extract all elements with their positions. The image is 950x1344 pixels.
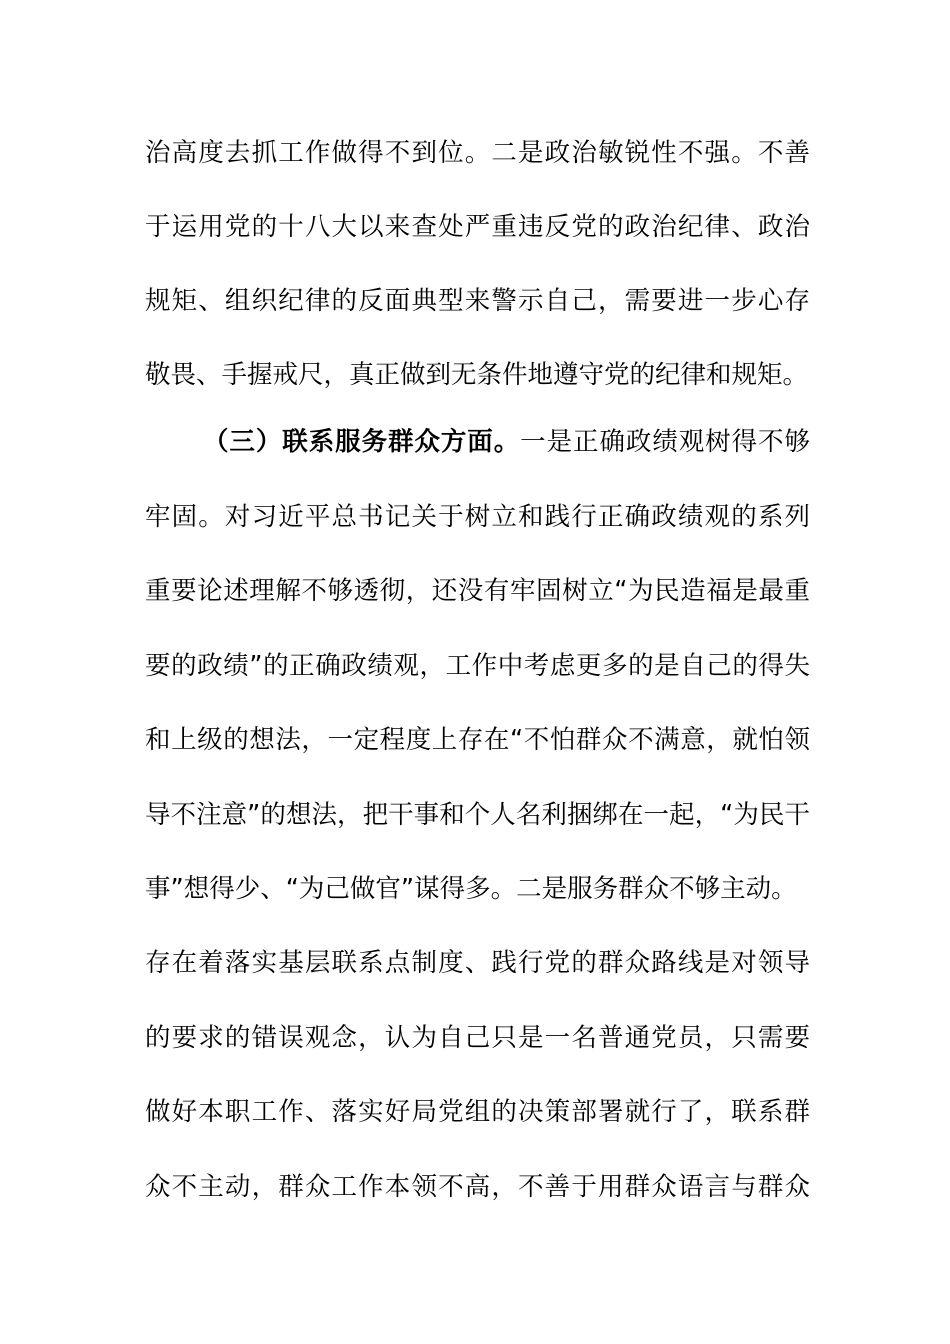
text-line-13: 的要求的错误观念，认为自己只是一名普通党员，只需要 [145, 1023, 810, 1053]
text-line-3: 规矩、组织纪律的反面典型来警示自己，需要进一步心存 [145, 286, 810, 316]
text-line-8: 要的政绩”的正确政绩观，工作中考虑更多的是自己的得失 [145, 651, 810, 681]
text-line-2: 于运用党的十八大以来查处严重违反党的政治纪律、政治 [145, 212, 810, 242]
text-line-11: 事”想得少、“为己做官”谋得多。二是服务群众不够主动。 [145, 874, 797, 904]
text-line-14: 做好本职工作、落实好局党组的决策部署就行了，联系群 [145, 1097, 810, 1127]
text-line-9: 和上级的想法，一定程度上存在“不怕群众不满意，就怕领 [145, 725, 810, 755]
text-line-7: 重要论述理解不够透彻，还没有牢固树立“为民造福是最重 [145, 576, 810, 606]
section-heading-line [203, 420, 810, 464]
section-heading-rest: 一是正确政绩观树得不够 [520, 427, 810, 457]
text-line-6: 牢固。对习近平总书记关于树立和践行正确政绩观的系列 [145, 502, 810, 532]
text-line-10: 导不注意”的想法，把干事和个人名利捆绑在一起，“为民干 [145, 800, 810, 830]
text-line-1: 治高度去抓工作做得不到位。二是政治敏锐性不强。不善 [145, 138, 810, 168]
text-line-4: 敬畏、手握戒尺，真正做到无条件地遵守党的纪律和规矩。 [145, 360, 809, 390]
section-heading: （三）联系服务群众方面。 [203, 427, 521, 457]
text-line-15: 众不主动，群众工作本领不高，不善于用群众语言与群众 [145, 1172, 810, 1202]
text-line-12: 存在着落实基层联系点制度、践行党的群众路线是对领导 [145, 948, 810, 978]
